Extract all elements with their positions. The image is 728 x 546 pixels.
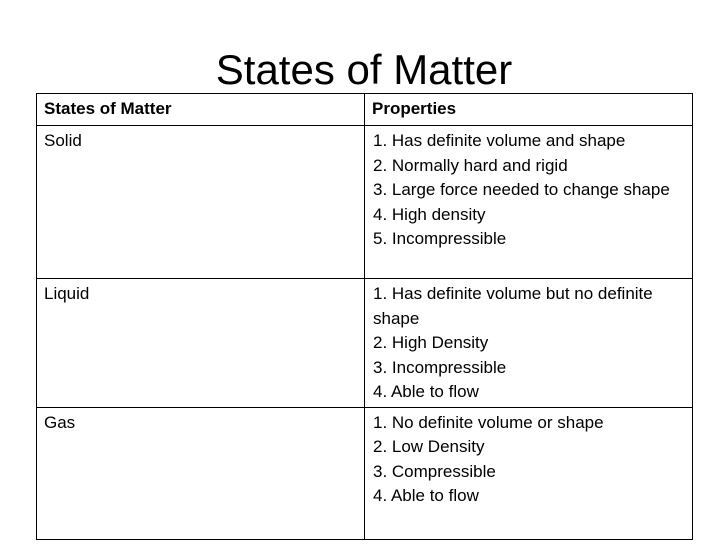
state-cell-liquid: Liquid bbox=[37, 279, 365, 408]
property-item: 5. Incompressible bbox=[373, 229, 507, 248]
property-item: 2. High Density bbox=[373, 333, 489, 352]
page-title: States of Matter bbox=[215, 46, 513, 93]
properties-cell-gas bbox=[365, 407, 693, 539]
property-item: 4. High density bbox=[373, 204, 486, 224]
table-row bbox=[37, 279, 693, 408]
properties-cell-liquid bbox=[365, 279, 693, 408]
property-item: 4. Able to flow bbox=[373, 382, 479, 401]
state-cell-solid: Solid bbox=[37, 126, 365, 279]
column-header-properties: Properties bbox=[365, 94, 693, 126]
column-header-state: States of Matter bbox=[37, 94, 365, 126]
property-item: 3. Incompressible bbox=[373, 357, 507, 377]
property-item: 3. Compressible bbox=[373, 461, 496, 481]
property-item: 1. Has definite volume but no definite shape bbox=[373, 284, 653, 328]
property-item: 2. Normally hard and rigid bbox=[373, 155, 568, 175]
table-row bbox=[37, 126, 693, 279]
property-item: 4. Able to flow bbox=[373, 486, 479, 505]
states-of-matter-table bbox=[36, 93, 693, 540]
property-item: 3. Large force needed to change shape bbox=[373, 180, 670, 199]
property-item: 1. No definite volume or shape bbox=[373, 412, 604, 432]
table-row bbox=[37, 407, 693, 539]
property-item: 1. Has definite volume and shape bbox=[373, 131, 626, 150]
property-item: 2. Low Density bbox=[373, 437, 485, 456]
properties-cell-solid bbox=[365, 126, 693, 279]
table-header-row bbox=[37, 94, 693, 126]
state-cell-gas: Gas bbox=[37, 407, 365, 539]
